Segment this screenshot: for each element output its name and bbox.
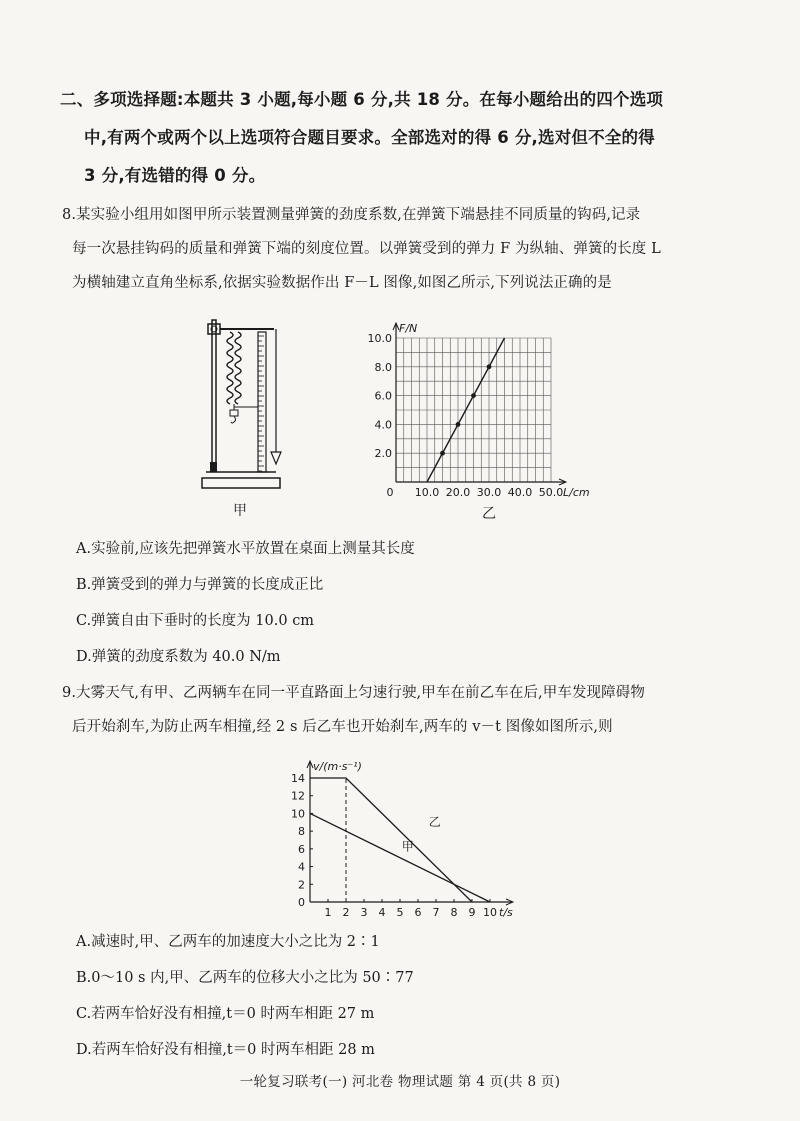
x-tick-label: 3 — [360, 906, 368, 919]
x-tick-label: 30.0 — [476, 486, 502, 499]
hook-weight — [230, 410, 238, 416]
x-tick-label: 2 — [342, 906, 350, 919]
y-tick-label: 2.0 — [374, 447, 392, 461]
y-tick-label: 8.0 — [374, 360, 392, 374]
y-tick-label: 10 — [291, 807, 305, 821]
y-axis-label: v/(m·s⁻¹) — [313, 760, 362, 773]
q9-option-d: D.若两车恰好没有相撞,t＝0 时两车相距 28 m — [76, 1042, 375, 1058]
v-t-chart — [272, 752, 532, 922]
y-tick-label: 12 — [291, 789, 305, 803]
x-tick-label: 9 — [468, 906, 476, 919]
series-label-yi: 乙 — [428, 814, 441, 829]
plumb-bob — [271, 452, 281, 464]
x-tick-label: 5 — [396, 906, 404, 919]
y-tick-label: 8 — [298, 825, 305, 839]
section-header-line-3: 3 分,有选错的得 0 分。 — [84, 166, 266, 185]
x-axis-label: t/s — [499, 906, 513, 919]
x-tick-label: 4 — [378, 906, 386, 919]
x-tick-label: 40.0 — [507, 486, 533, 499]
x-tick-label: 0 — [386, 486, 394, 499]
data-point — [471, 393, 476, 398]
figure-b-caption: 乙 — [482, 506, 496, 522]
q8-option-a: A.实验前,应该先把弹簧水平放置在桌面上测量其长度 — [76, 541, 415, 557]
data-point — [440, 451, 445, 456]
data-point — [456, 422, 461, 427]
x-axis-label: L/cm — [563, 486, 590, 499]
q8-option-c: C.弹簧自由下垂时的长度为 10.0 cm — [76, 613, 315, 629]
x-tick-label: 10.0 — [414, 486, 440, 499]
figure-a-caption: 甲 — [233, 503, 247, 519]
x-tick-label: 6 — [414, 906, 422, 919]
series-line-yi — [310, 778, 472, 902]
q9-option-c: C.若两车恰好没有相撞,t＝0 时两车相距 27 m — [76, 1006, 375, 1022]
y-axis-label: F/N — [399, 322, 418, 335]
apparatus-base — [202, 478, 280, 488]
f-l-chart — [360, 312, 620, 512]
y-tick-label: 6.0 — [374, 389, 392, 403]
x-tick-label: 1 — [324, 906, 332, 919]
x-tick-label: 8 — [450, 906, 458, 919]
spring — [227, 332, 233, 404]
page-footer: 一轮复习联考(一) 河北卷 物理试题 第 4 页(共 8 页) — [239, 1074, 561, 1090]
x-tick-label: 10 — [483, 906, 497, 919]
question-8-line-3: 为横轴建立直角坐标系,依据实验数据作出 F－L 图像,如图乙所示,下列说法正确的是 — [72, 275, 612, 291]
spring-apparatus-figure — [196, 312, 306, 502]
y-tick-label: 4 — [298, 860, 305, 874]
y-tick-label: 10.0 — [367, 332, 392, 345]
question-8-line-1: 8.某实验小组用如图甲所示装置测量弹簧的劲度系数,在弹簧下端悬挂不同质量的钩码,记录 — [62, 207, 641, 223]
x-tick-label: 50.0 — [538, 486, 564, 499]
y-tick-label: 6 — [298, 842, 305, 856]
series-label-jia: 甲 — [401, 839, 414, 854]
section-header-line-2: 中,有两个或两个以上选项符合题目要求。全部选对的得 6 分,选对但不全的得 — [84, 128, 655, 147]
question-8-line-2: 每一次悬挂钩码的质量和弹簧下端的刻度位置。以弹簧受到的弹力 F 为纵轴、弹簧的长度 L — [72, 241, 661, 257]
data-point — [487, 364, 492, 369]
y-tick-label: 0 — [298, 896, 305, 909]
question-9-line-1: 9.大雾天气,有甲、乙两辆车在同一平直路面上匀速行驶,甲车在前乙车在后,甲车发现障碍物 — [62, 685, 645, 701]
x-tick-label: 7 — [432, 906, 440, 919]
q8-option-b: B.弹簧受到的弹力与弹簧的长度成正比 — [76, 577, 324, 593]
q9-option-a: A.减速时,甲、乙两车的加速度大小之比为 2∶1 — [76, 934, 380, 950]
series-line-jia — [310, 813, 490, 902]
question-9-line-2: 后开始刹车,为防止两车相撞,经 2 s 后乙车也开始刹车,两车的 v－t 图像如图所示,则 — [72, 719, 613, 735]
y-tick-label: 4.0 — [374, 418, 392, 432]
q9-option-b: B.0～10 s 内,甲、乙两车的位移大小之比为 50∶77 — [76, 970, 414, 986]
x-tick-label: 20.0 — [445, 486, 471, 499]
ruler-ticks — [258, 336, 264, 471]
q8-option-d: D.弹簧的劲度系数为 40.0 N/m — [76, 649, 281, 665]
y-tick-label: 14 — [291, 772, 305, 785]
apparatus-stand — [212, 320, 216, 464]
section-header-line-1: 二、多项选择题:本题共 3 小题,每小题 6 分,共 18 分。在每小题给出的四个选项 — [60, 90, 664, 109]
y-tick-label: 2 — [298, 878, 305, 892]
